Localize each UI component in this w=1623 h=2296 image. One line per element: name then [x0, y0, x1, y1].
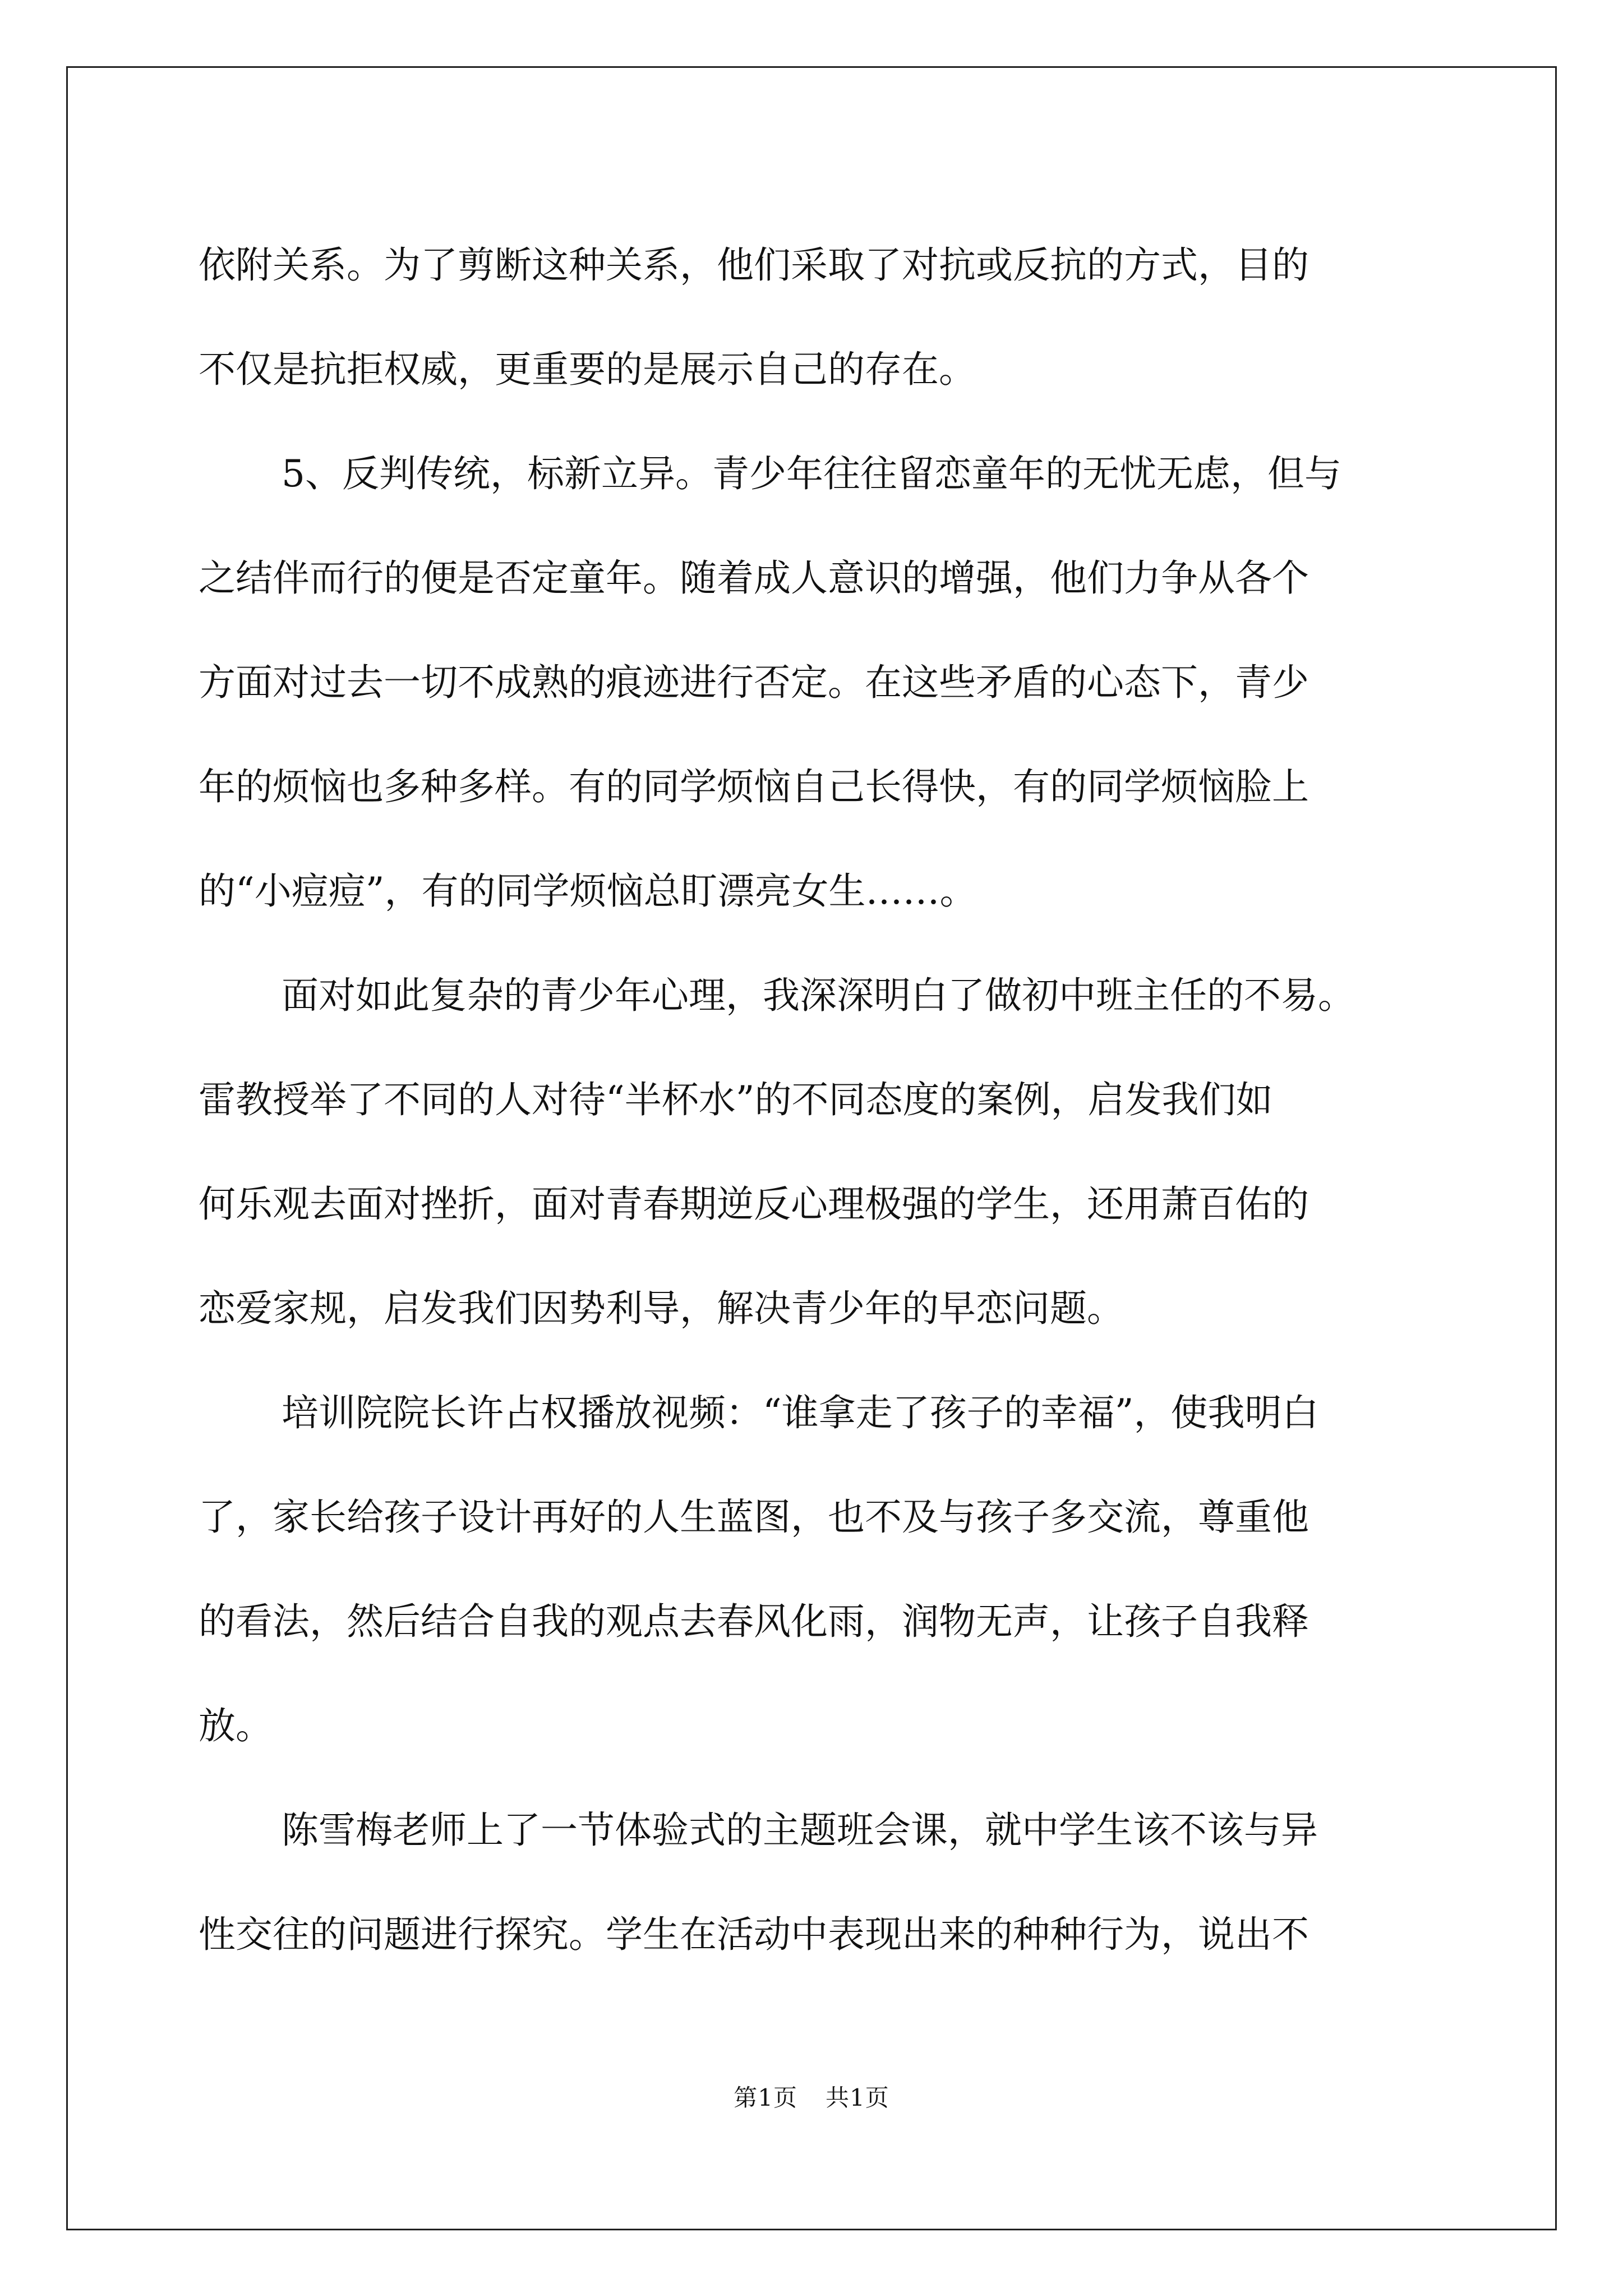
text-line: 陈雪梅老师上了一节体验式的主题班会课，就中学生该不该与异 — [282, 1809, 1318, 1852]
text-line: 放。 — [199, 1704, 273, 1747]
text-line: 雷教授举了不同的人对待“半杯水”的不同态度的案例，启发我们如 — [199, 1078, 1273, 1121]
text-line: 5、反判传统，标新立异。青少年往往留恋童年的无忧无虑，但与 — [282, 452, 1341, 495]
text-line: 恋爱家规，启发我们因势利导，解决青少年的早恋问题。 — [199, 1287, 1124, 1330]
text-line: 面对如此复杂的青少年心理，我深深明白了做初中班主任的不易。 — [282, 974, 1355, 1017]
text-line: 年的烦恼也多种多样。有的同学烦恼自己长得快，有的同学烦恼脸上 — [199, 765, 1309, 808]
document-body — [199, 213, 1432, 1987]
text-line: 培训院院长许占权播放视频：“谁拿走了孩子的幸福”，使我明白 — [282, 1391, 1319, 1434]
page-footer — [0, 2079, 1623, 2113]
text-line: 了，家长给孩子设计再好的人生蓝图，也不及与孩子多交流，尊重他 — [199, 1496, 1309, 1539]
text-line: 之结伴而行的便是否定童年。随着成人意识的增强，他们力争从各个 — [199, 556, 1309, 600]
text-line: 方面对过去一切不成熟的痕迹进行否定。在这些矛盾的心态下，青少 — [199, 661, 1309, 704]
page-total: 共1页 — [826, 2084, 889, 2111]
text-line: 的看法，然后结合自我的观点去春风化雨，润物无声，让孩子自我释 — [199, 1600, 1309, 1643]
text-line: 不仅是抗拒权威，更重要的是展示自己的存在。 — [199, 348, 976, 391]
text-line: 何乐观去面对挫折，面对青春期逆反心理极强的学生，还用萧百佑的 — [199, 1182, 1309, 1226]
text-line: 的“小痘痘”，有的同学烦恼总盯漂亮女生……。 — [199, 869, 977, 913]
text-line: 性交往的问题进行探究。学生在活动中表现出来的种种行为，说出不 — [199, 1913, 1309, 1956]
text-line: 依附关系。为了剪断这种关系，他们采取了对抗或反抗的方式，目的 — [199, 243, 1309, 287]
page-number: 第1页 — [734, 2084, 797, 2111]
